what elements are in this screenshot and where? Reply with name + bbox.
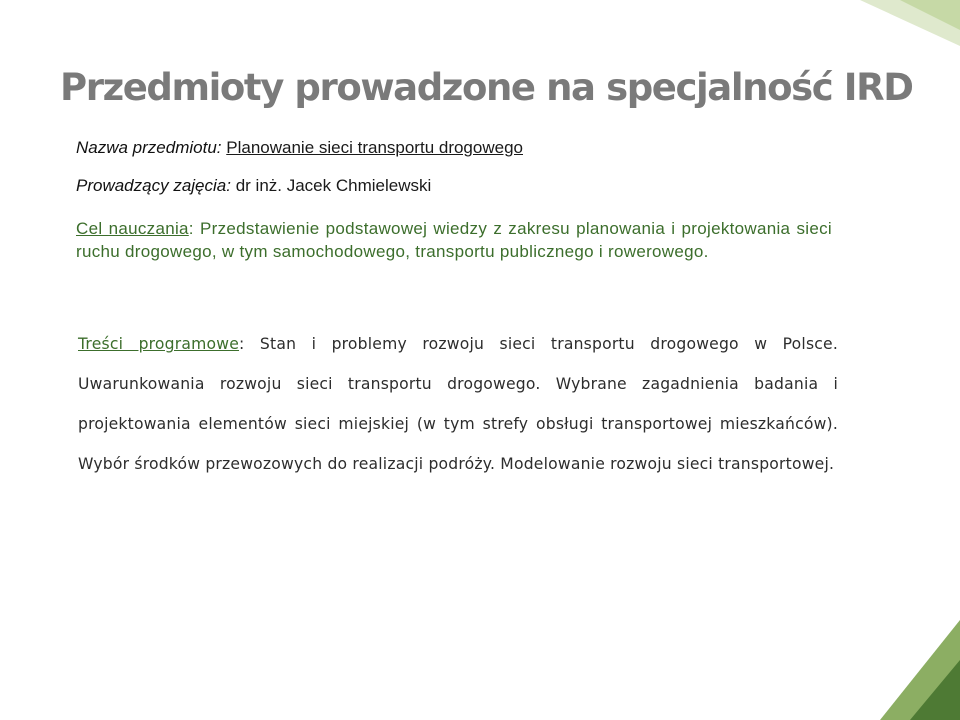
corner-decoration-bottom-right xyxy=(880,620,960,720)
corner-decoration-top-right xyxy=(840,0,960,50)
goal-text: : Przedstawienie podstawowej wiedzy z zakresu planowania i projektowania sieci ruchu drogowego, w tym samochodowego, transportu publicznego i rowerowego. xyxy=(76,219,832,261)
subject-value: Planowanie sieci transportu drogowego xyxy=(226,138,523,157)
lecturer-label: Prowadzący zajęcia: xyxy=(76,176,231,195)
goal-paragraph xyxy=(76,218,832,263)
program-text: : Stan i problemy rozwoju sieci transportu drogowego w Polsce. Uwarunkowania rozwoju sieci transportu drogowego. Wybrane zagadnienia badania i projektowania elementów sieci miejskiej (w tym strefy obsługi transportowej mieszkańców). Wybór środków przewozowych do realizacji podróży. Modelowanie rozwoju sieci transportowej. xyxy=(78,335,838,473)
lecturer-line xyxy=(76,176,431,196)
program-paragraph xyxy=(78,324,838,484)
program-label: Treści programowe xyxy=(78,335,240,353)
page-title: Przedmioty prowadzone na specjalność IRD xyxy=(60,66,913,109)
goal-label: Cel nauczania xyxy=(76,219,189,238)
subject-line xyxy=(76,138,523,158)
lecturer-value: dr inż. Jacek Chmielewski xyxy=(235,176,432,195)
subject-label: Nazwa przedmiotu: xyxy=(76,138,222,157)
